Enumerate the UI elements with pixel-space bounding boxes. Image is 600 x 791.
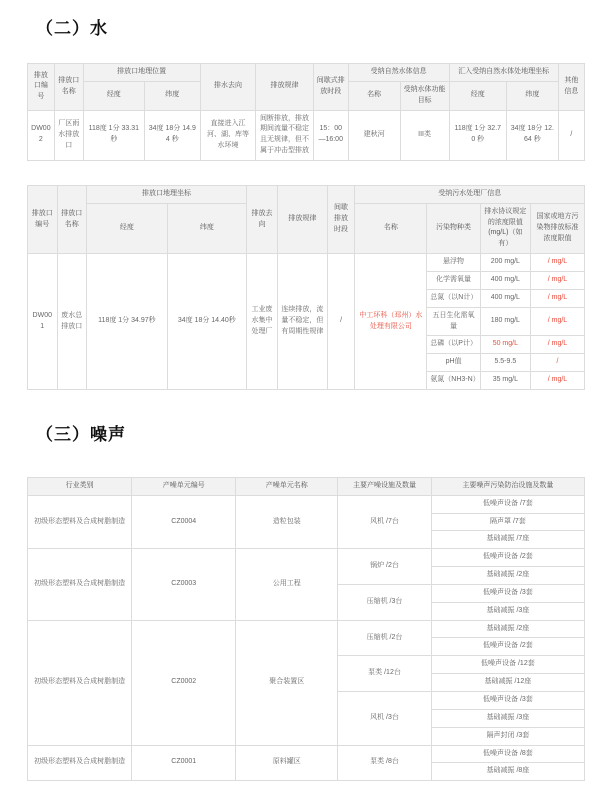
cell-noise-control: 基础减振 /3座 [431,602,584,620]
col-header-geo-coords: 排放口地理坐标 [87,185,247,203]
col-header-intermittent-period: 间歇排放时段 [327,185,355,253]
cell-standard-limit: / mg/L [530,289,584,307]
cell-outlet-name: 废水总排放口 [57,254,87,390]
col-header-noise-equipment: 主要产噪设施及数量 [338,477,432,495]
cell-noise-control: 基础减振 /2座 [431,567,584,585]
cell-other-info: / [558,110,584,160]
cell-standard-limit: / mg/L [530,254,584,272]
cell-join-longitude: 118度 1分 32.70 秒 [449,110,506,160]
cell-agreement-limit: 400 mg/L [480,271,530,289]
table1-header-row-1 [28,64,585,82]
cell-unit-name: 聚合装置区 [236,620,338,745]
cell-standard-limit: / mg/L [530,271,584,289]
cell-longitude: 118度 1分 34.97秒 [87,254,168,390]
noise-units-table [27,477,585,781]
cell-noise-control: 低噪声设备 /2套 [431,549,584,567]
cell-noise-equipment: 锅炉 /2台 [338,549,432,585]
col-header-join-coords: 汇入受纳自然水体处地理坐标 [449,64,558,82]
col-header-unit-name: 产噪单元名称 [236,477,338,495]
col-header-plant-name: 名称 [355,203,427,253]
cell-noise-equipment: 压缩机 /3台 [338,584,432,620]
cell-noise-control: 低噪声设备 /3套 [431,584,584,602]
cell-industry: 初级形态塑料及合成树脂制造 [28,495,132,549]
cell-unit-no: CZ0001 [132,745,236,781]
cell-join-latitude: 34度 18分 12.64 秒 [506,110,558,160]
col-header-drain-direction: 排水去向 [200,64,256,111]
wastewater-outlet-table [27,185,585,390]
table2-header-row-1 [28,185,585,203]
cell-unit-name: 公用工程 [236,549,338,620]
cell-latitude: 34度 18分 14.40秒 [167,254,246,390]
cell-noise-control: 基础减振 /2座 [431,620,584,638]
cell-unit-no: CZ0003 [132,549,236,620]
table3-header-row [28,477,585,495]
cell-plant-name: 中工环科（邳州）水处理有限公司 [355,254,427,390]
noise-unit-row [28,549,585,567]
col-header-industry: 行业类别 [28,477,132,495]
col-header-plant-info: 受纳污水处理厂信息 [355,185,585,203]
section-title-water: （二）水 [36,19,108,38]
cell-noise-control: 隔声罩 /7套 [431,513,584,531]
col-header-discharge-rule: 排放规律 [256,64,313,111]
cell-noise-equipment: 泵类 /12台 [338,656,432,692]
col-header-outlet-name: 排放口名称 [57,185,87,253]
table1-data-row [28,110,585,160]
col-header-receiving-water-info: 受纳自然水体信息 [348,64,449,82]
col-header-water-function-target: 受纳水体功能目标 [400,81,449,110]
col-header-intermittent-period: 间歇式排放时段 [313,64,348,111]
cell-noise-control: 基础减振 /3座 [431,709,584,727]
col-header-geo-position: 排放口地理位置 [83,64,200,82]
col-header-pollutant-type: 污染物种类 [427,203,480,253]
cell-industry: 初级形态塑料及合成树脂制造 [28,620,132,745]
rainwater-outlet-table [27,63,585,161]
col-header-latitude: 纬度 [144,81,200,110]
cell-noise-control: 基础减振 /8座 [431,763,584,781]
col-header-latitude: 纬度 [167,203,246,253]
cell-pollutant-name: 悬浮物 [427,254,480,272]
col-header-agreement-limit: 排水协议规定的浓度限值(mg/L)（如有） [480,203,530,253]
col-header-other-info: 其他信息 [558,64,584,111]
cell-drain-direction: 工业废水集中处理厂 [246,254,277,390]
cell-intermittent-period: / [327,254,355,390]
cell-pollutant-name: 五日生化需氧量 [427,307,480,336]
section-title-noise: （三）噪声 [36,424,126,444]
cell-standard-limit: / mg/L [530,307,584,336]
cell-noise-equipment: 泵类 /8台 [338,745,432,781]
cell-unit-no: CZ0002 [132,620,236,745]
col-header-drain-direction: 排放去向 [246,185,277,253]
cell-noise-control: 基础减振 /12座 [431,674,584,692]
cell-standard-limit: / mg/L [530,336,584,354]
col-header-discharge-rule: 排放规律 [278,185,328,253]
cell-unit-name: 原料罐区 [236,745,338,781]
cell-outlet-no: DW002 [28,110,55,160]
cell-unit-name: 造粒包装 [236,495,338,549]
cell-unit-no: CZ0004 [132,495,236,549]
cell-noise-equipment: 风机 /7台 [338,495,432,549]
cell-noise-control: 低噪声设备 /12套 [431,656,584,674]
cell-intermittent-period: 15：00—16:00 [313,110,348,160]
cell-agreement-limit: 400 mg/L [480,289,530,307]
col-header-outlet-name: 排放口名称 [54,64,83,111]
cell-standard-limit: / [530,354,584,372]
cell-noise-control: 隔声封闭 /3套 [431,727,584,745]
cell-noise-control: 低噪声设备 /8套 [431,745,584,763]
cell-pollutant-name: 化学需氧量 [427,271,480,289]
cell-standard-limit: / mg/L [530,372,584,390]
col-header-water-name: 名称 [348,81,400,110]
noise-unit-row [28,745,585,763]
cell-discharge-rule: 连续排放，流量不稳定，但有周期性规律 [278,254,328,390]
col-header-outlet-no: 排放口编号 [28,64,55,111]
cell-pollutant-name: 总磷（以P计） [427,336,480,354]
cell-longitude: 118度 1分 33.31 秒 [83,110,144,160]
cell-pollutant-name: pH值 [427,354,480,372]
col-header-longitude: 经度 [83,81,144,110]
col-header-outlet-no: 排放口编号 [28,185,58,253]
cell-water-function-target: III类 [400,110,449,160]
col-header-standard-limit: 国家或地方污染物排放标准浓度限值 [530,203,584,253]
col-header-longitude: 经度 [87,203,168,253]
cell-agreement-limit: 50 mg/L [480,336,530,354]
cell-water-name: 建秋河 [348,110,400,160]
noise-unit-row [28,495,585,513]
cell-industry: 初级形态塑料及合成树脂制造 [28,745,132,781]
cell-outlet-no: DW001 [28,254,58,390]
cell-industry: 初级形态塑料及合成树脂制造 [28,549,132,620]
cell-latitude: 34度 18分 14.94 秒 [144,110,200,160]
cell-noise-control: 低噪声设备 /3套 [431,692,584,710]
cell-agreement-limit: 200 mg/L [480,254,530,272]
cell-noise-control: 低噪声设备 /7套 [431,495,584,513]
cell-drain-direction: 直接进入江河、湖、库等水环境 [200,110,256,160]
table2-data-row [28,254,585,272]
cell-noise-control: 低噪声设备 /2套 [431,638,584,656]
cell-discharge-rule: 间断排放，排放期间流量不稳定且无规律，但不属于冲击型排放 [256,110,313,160]
cell-agreement-limit: 35 mg/L [480,372,530,390]
noise-unit-row [28,620,585,638]
cell-pollutant-name: 总氮（以N计） [427,289,480,307]
col-header-control-facilities: 主要噪声污染防治设施及数量 [431,477,584,495]
cell-agreement-limit: 5.5-9.5 [480,354,530,372]
cell-noise-equipment: 风机 /3台 [338,692,432,746]
cell-outlet-name: 厂区雨水排放口 [54,110,83,160]
cell-noise-equipment: 压缩机 /2台 [338,620,432,656]
col-header-join-latitude: 纬度 [506,81,558,110]
col-header-unit-no: 产噪单元编号 [132,477,236,495]
cell-pollutant-name: 氨氮（NH3-N） [427,372,480,390]
cell-agreement-limit: 180 mg/L [480,307,530,336]
cell-noise-control: 基础减振 /7座 [431,531,584,549]
col-header-join-longitude: 经度 [449,81,506,110]
